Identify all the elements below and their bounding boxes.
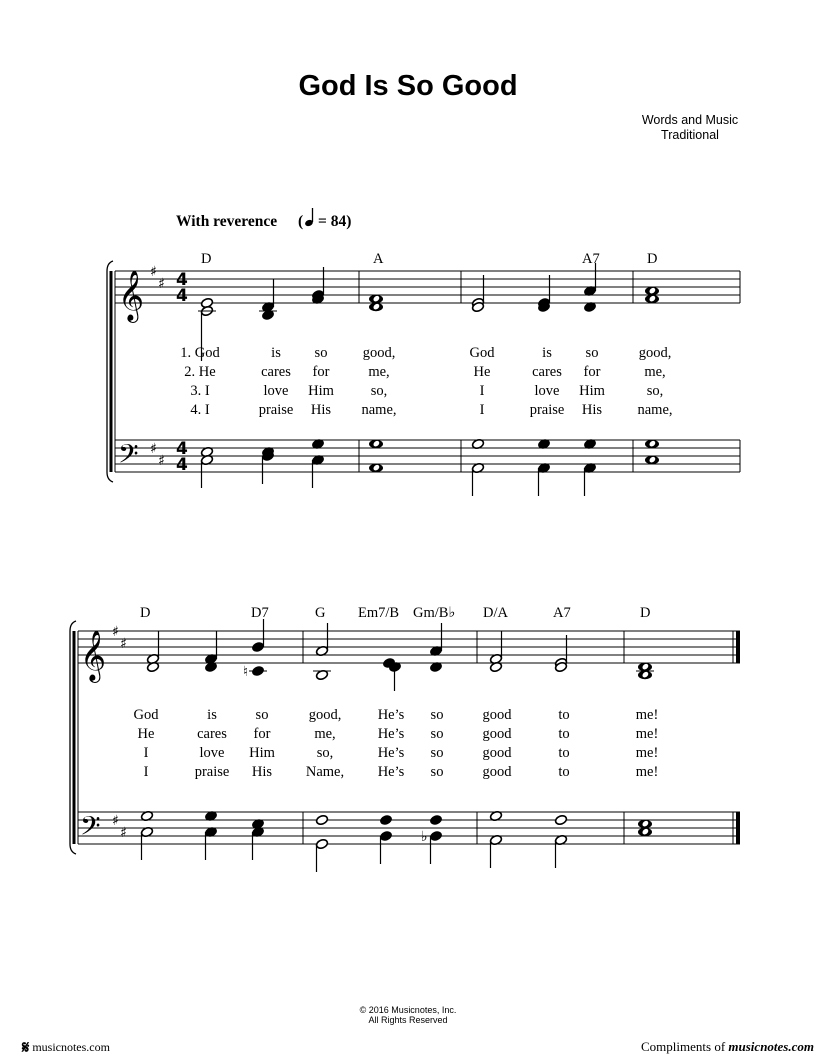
system2-chord: Gm/B♭ — [413, 605, 456, 621]
system2-chord: D — [640, 605, 651, 621]
credits-line-2: Traditional — [661, 128, 719, 142]
compliments — [641, 1039, 814, 1055]
lyric-syllable: good — [482, 764, 512, 780]
lyric-syllable: good — [482, 745, 512, 761]
lyric-syllable: me! — [635, 726, 659, 742]
lyric-syllable: so — [314, 345, 328, 361]
lyric-syllable: He — [473, 364, 491, 380]
lyric-syllable: so — [430, 707, 444, 723]
lyric-syllable: me! — [635, 707, 659, 723]
lyric-syllable: me, — [368, 364, 390, 380]
lyric-syllable: 2. He — [184, 364, 216, 380]
lyric-syllable: I — [479, 383, 485, 399]
note — [429, 814, 442, 825]
time-sig-top: 4 — [176, 270, 188, 290]
key-sharp-icon: ♯ — [150, 264, 157, 280]
lyric-syllable: Name, — [305, 764, 345, 780]
musicnotes-logo-icon: 𝄋 — [22, 1037, 30, 1058]
bass-staff-2 — [78, 812, 740, 844]
lyric-syllable: good, — [362, 345, 396, 361]
note — [379, 830, 392, 841]
lyric-syllable: is — [271, 345, 281, 361]
lyric-syllable: to — [558, 764, 570, 780]
copyright — [0, 1005, 816, 1025]
lyric-syllable: His — [251, 764, 273, 780]
natural-icon: ♮ — [243, 664, 249, 680]
lyric-syllable: to — [558, 745, 570, 761]
lyric-syllable: is — [207, 707, 217, 723]
tempo-text: With reverence — [176, 213, 278, 230]
note — [554, 814, 567, 825]
lyric-syllable: praise — [529, 402, 565, 418]
lyric-syllable: His — [581, 402, 603, 418]
lyric-syllable: God — [133, 707, 159, 723]
lyric-syllable: God — [469, 345, 495, 361]
lyric-syllable: good, — [308, 707, 342, 723]
lyric-syllable: so, — [316, 745, 334, 761]
lyric-syllable: cares — [532, 364, 562, 380]
lyric-syllable: cares — [197, 726, 227, 742]
system1-chord: A — [373, 251, 384, 267]
system2-chord: D7 — [251, 605, 269, 621]
lyric-syllable: He’s — [377, 764, 405, 780]
lyric-syllable: He’s — [377, 707, 405, 723]
lyric-syllable: love — [263, 383, 289, 399]
lyric-syllable: to — [558, 726, 570, 742]
lyric-syllable: so, — [646, 383, 664, 399]
lyric-syllable: Him — [308, 383, 334, 399]
lyric-syllable: Him — [579, 383, 605, 399]
lyric-syllable: so — [585, 345, 599, 361]
lyric-syllable: so — [430, 726, 444, 742]
lyric-syllable: so — [430, 764, 444, 780]
lyric-syllable: praise — [258, 402, 294, 418]
system1-chord: D — [647, 251, 658, 267]
flat-icon: ♭ — [421, 829, 428, 845]
lyric-syllable: love — [199, 745, 225, 761]
lyric-syllable: 4. I — [190, 402, 210, 418]
lyric-syllable: love — [534, 383, 560, 399]
lyric-syllable: good — [482, 726, 512, 742]
note — [315, 838, 328, 849]
lyric-syllable: for — [312, 364, 330, 380]
tempo-value: = 84) — [318, 213, 352, 230]
note — [379, 814, 392, 825]
key-sharp-icon: ♯ — [112, 624, 119, 640]
time-sig-top: 4 — [176, 439, 188, 459]
lyric-syllable: He’s — [377, 745, 405, 761]
note — [315, 814, 328, 825]
lyric-syllable: good — [482, 707, 512, 723]
system2-chord: D — [140, 605, 151, 621]
compliments-prefix: Compliments of — [641, 1039, 726, 1054]
lyric-syllable: name, — [637, 402, 673, 418]
treble-clef-icon: 𝄞 — [80, 630, 107, 681]
lyric-syllable: Him — [249, 745, 275, 761]
lyric-syllable: me! — [635, 745, 659, 761]
lyric-syllable: 3. I — [190, 383, 210, 399]
note — [251, 641, 264, 652]
system2-chord: Em7/B — [358, 605, 400, 621]
lyric-syllable: 1. God — [180, 345, 220, 361]
key-sharp-icon: ♯ — [120, 636, 127, 652]
lyric-syllable: for — [583, 364, 601, 380]
lyric-syllable: me, — [644, 364, 666, 380]
lyric-syllable: me, — [314, 726, 336, 742]
key-sharp-icon: ♯ — [158, 453, 165, 469]
system1-chord: D — [201, 251, 212, 267]
lyric-syllable: I — [479, 402, 485, 418]
time-sig-bottom: 4 — [176, 455, 188, 475]
lyric-syllable: is — [542, 345, 552, 361]
lyric-syllable: so — [255, 707, 269, 723]
compliments-site: musicnotes.com — [728, 1039, 814, 1054]
treble-staff-2 — [78, 631, 740, 663]
lyric-syllable: so, — [370, 383, 388, 399]
lyric-syllable: cares — [261, 364, 291, 380]
final-barline-thick — [736, 631, 740, 663]
copyright-line-2: All Rights Reserved — [368, 1015, 448, 1025]
final-barline-thick — [736, 812, 740, 844]
time-sig-bottom: 4 — [176, 286, 188, 306]
lyric-syllable: His — [310, 402, 332, 418]
lyric-syllable: for — [253, 726, 271, 742]
lyric-syllable: so — [430, 745, 444, 761]
credits-line-1: Words and Music — [641, 113, 739, 127]
lyric-syllable: praise — [194, 764, 230, 780]
bass-clef-icon: 𝄢 — [80, 810, 101, 848]
copyright-line-1: © 2016 Musicnotes, Inc. — [359, 1005, 457, 1015]
treble-clef-icon: 𝄞 — [118, 270, 145, 321]
system2-chord: A7 — [553, 605, 571, 621]
lyric-syllable: me! — [635, 764, 659, 780]
system2-chord: G — [315, 605, 326, 621]
system2-chord: D/A — [483, 605, 508, 621]
lyric-syllable: good, — [638, 345, 672, 361]
site-name: musicnotes.com — [32, 1040, 110, 1054]
site-brand[interactable] — [22, 1037, 110, 1058]
lyric-syllable: to — [558, 707, 570, 723]
lyric-syllable: He’s — [377, 726, 405, 742]
lyric-syllable: I — [143, 764, 149, 780]
note — [429, 830, 442, 841]
system1-chord: A7 — [582, 251, 600, 267]
lyric-syllable: He — [137, 726, 155, 742]
key-sharp-icon: ♯ — [112, 813, 119, 829]
bass-clef-icon: 𝄢 — [118, 438, 139, 476]
tempo-open: ( — [298, 213, 304, 230]
key-sharp-icon: ♯ — [120, 825, 127, 841]
lyric-syllable: I — [143, 745, 149, 761]
key-sharp-icon: ♯ — [158, 276, 165, 292]
key-sharp-icon: ♯ — [150, 441, 157, 457]
song-title: God Is So Good — [298, 70, 518, 102]
lyric-syllable: name, — [361, 402, 397, 418]
